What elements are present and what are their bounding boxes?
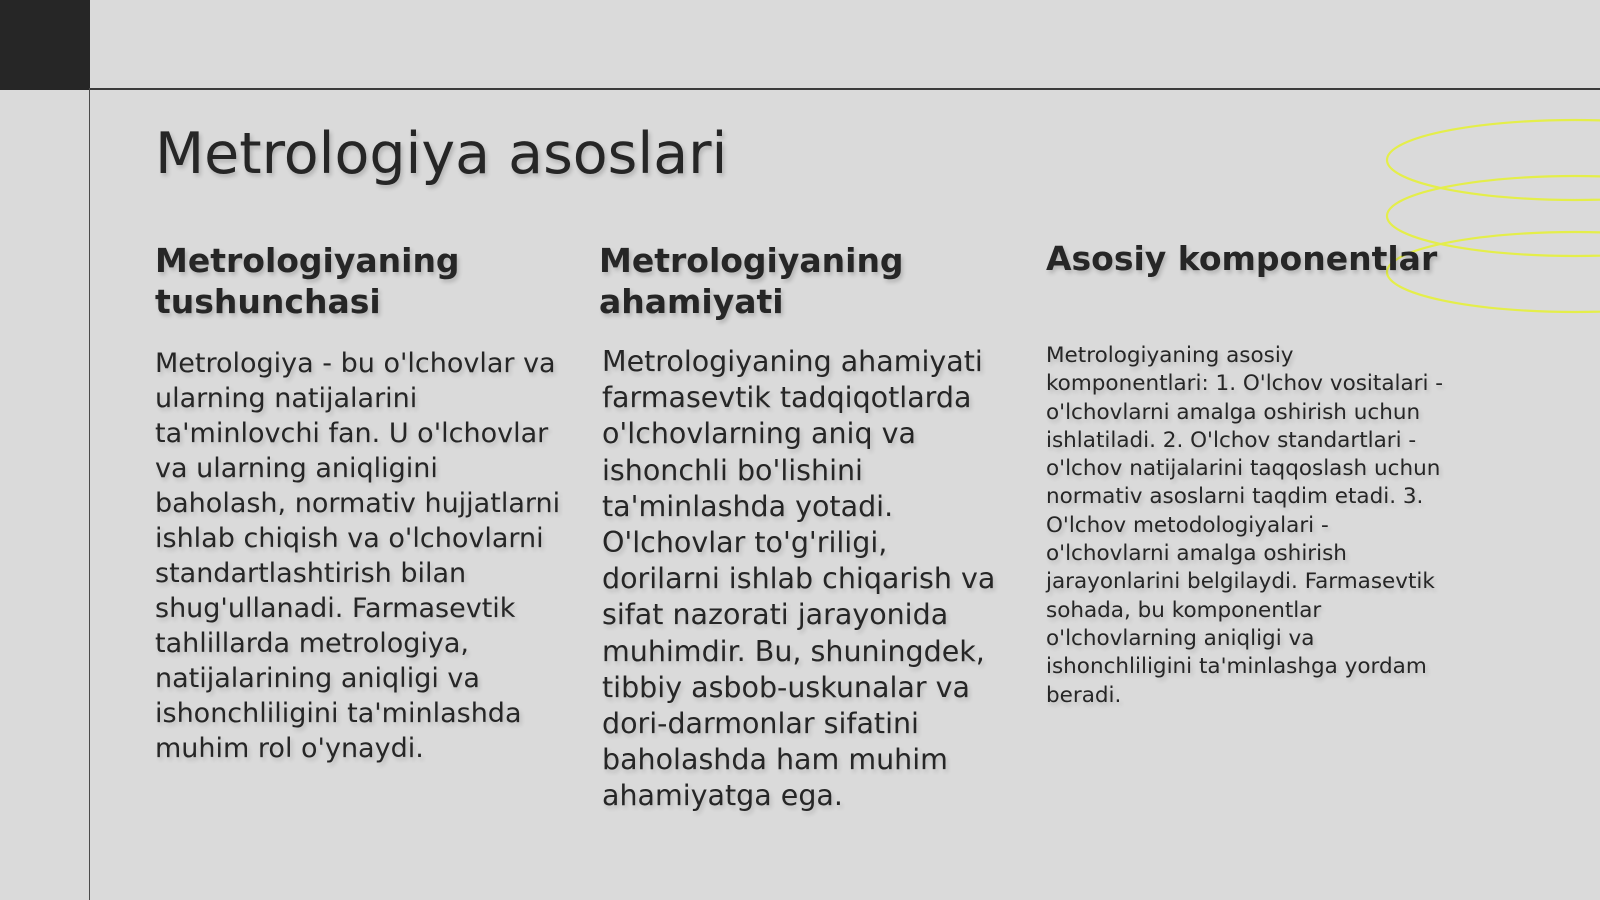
column-heading: Metrologiyaning tushunchasi bbox=[155, 241, 460, 321]
column-heading: Metrologiyaning ahamiyati bbox=[599, 241, 904, 321]
column-importance bbox=[599, 240, 1009, 813]
column-concept bbox=[155, 240, 575, 764]
column-heading: Asosiy komponentlar bbox=[1046, 239, 1438, 278]
column-body: Metrologiyaning asosiy komponentlari: 1. O'lchov vositalari - o'lchovlarni amalga oshirish uchun ishlatiladi. 2. O'lchov standartlari - o'lchov natijalarini taqqoslash uchun normativ asoslarni taqdim etadi. 3. O'lchov metodologiyalari - o'lchovlarni amalga oshirish jarayonlarini belgilaydi. Farmasevtik sohada, bu komponentlar o'lchovlarning aniqligi va ishonchliligini ta'minlashga yordam beradi. bbox=[1046, 343, 1444, 708]
left-divider-line bbox=[89, 88, 90, 900]
column-components bbox=[1046, 238, 1466, 708]
column-body: Metrologiya - bu o'lchovlar va ularning natijalarini ta'minlovchi fan. U o'lchovlar va ularning aniqligini baholash, normativ hujjatlarni ishlab chiqish va o'lchovlarni standartlashtirish bilan shug'ullanadi. Farmasevtik tahlillarda metrologiya, natijalarining aniqligi va ishonchliligini ta'minlashda muhim rol o'ynaydi. bbox=[155, 348, 561, 764]
top-divider-line bbox=[90, 88, 1600, 90]
decorative-rings-icon bbox=[1385, 118, 1600, 328]
slide-title: Metrologiya asoslari bbox=[155, 121, 728, 187]
column-body: Metrologiyaning ahamiyati farmasevtik tadqiqotlarda o'lchovlarning aniq va ishonchli bo'lishini ta'minlashda yotadi. O'lchovlar to'g'riligi, dorilarni ishlab chiqarish va sifat nazorati jarayonida muhimdir. Bu, shuningdek, tibbiy asbob-uskunalar va dori-darmonlar sifatini baholashda ham muhim ahamiyatga ega. bbox=[602, 345, 996, 813]
corner-block bbox=[0, 0, 90, 90]
